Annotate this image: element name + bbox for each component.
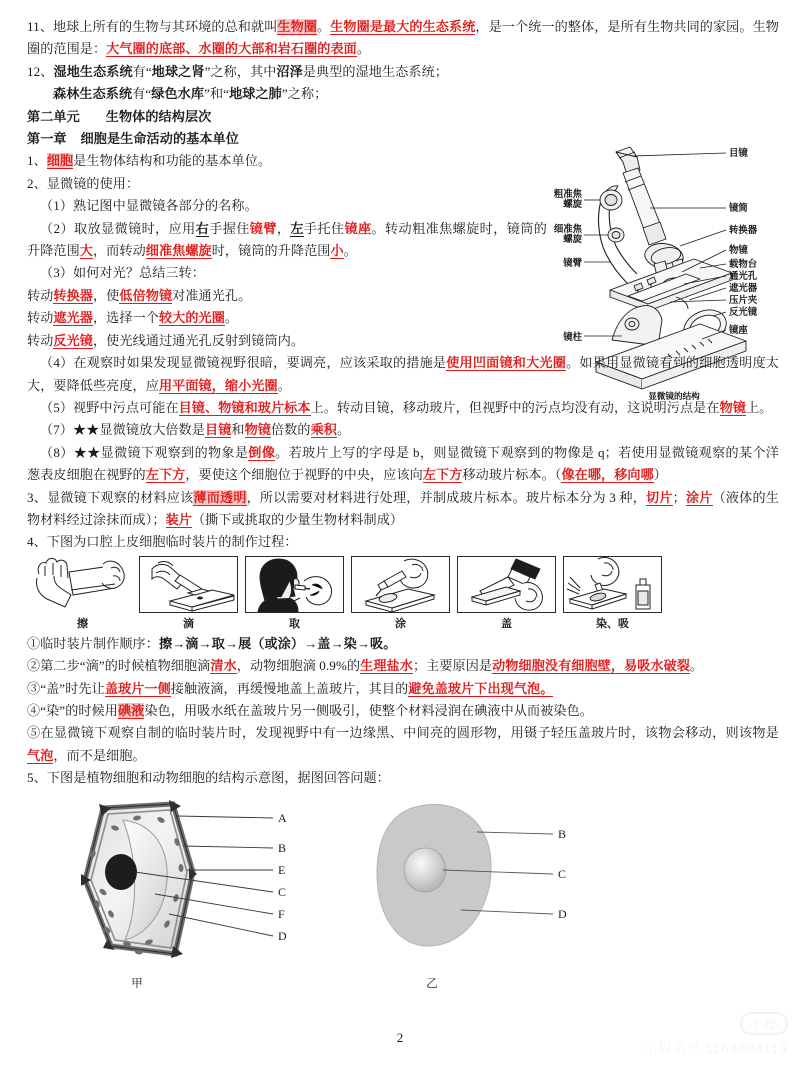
item-5-number: 5、 <box>27 770 47 786</box>
plant-cell-label-1: B <box>278 840 287 855</box>
paragraph-item-2-8 <box>27 442 779 487</box>
item-2-2-u1: 右 <box>195 220 210 236</box>
item-3-hl1: 薄而透明 <box>193 489 247 505</box>
stain-and-absorb-icon <box>563 556 662 613</box>
item-2-4-hl2: 用平面镜，缩小光圈 <box>158 377 278 393</box>
item-3-s1: 显微镜下观察的材料应该 <box>47 489 194 505</box>
item-12-line2-b2: 绿色水库 <box>151 86 205 102</box>
paragraph-item-2-2 <box>27 218 547 263</box>
item-2-5-hl2: 物镜 <box>719 399 746 415</box>
turn-1-hl2: 低倍物镜 <box>119 287 173 303</box>
paragraph-item-2-5 <box>27 397 779 419</box>
microscope-label-left-1a: 细准焦 <box>553 223 582 234</box>
item-2-2-s5: 。转动粗准焦螺旋时，镜筒的升降范围 <box>27 220 547 259</box>
item-2-2-s7: 时，镜筒的升降范围 <box>211 243 331 259</box>
item-2-2-hl3: 大 <box>79 243 93 259</box>
item-12-line2-seg2: ”和“ <box>204 86 230 102</box>
microscope-label-3: 物镜 <box>729 244 748 255</box>
item-4-2-number: ② <box>27 658 41 674</box>
item-2-5-s2: 上。转动目镜，移动玻片，但视野中的污点均没有动，这说明污点是在 <box>310 399 720 415</box>
turn-1-hl1: 转换器 <box>53 287 93 303</box>
item-2-4-s2: 。如果用显微镜看到的细胞透明度太大，要降低些亮度，应 <box>27 355 779 393</box>
item-12-line2-seg1: 有“ <box>132 86 152 102</box>
item-4-2-hl1: 清水 <box>210 658 237 674</box>
turn-3-s2: ，使光线通过通光孔反射到镜筒内。 <box>92 332 305 348</box>
item-4-4-hl1: 碘液 <box>118 702 145 718</box>
item-4-4-s2: 染色，用吸水纸在盖玻片另一侧吸引，使整个材料浸润在碘液中从而被染色。 <box>144 702 593 718</box>
item-1-seg: 是生物体结构和功能的基本单位。 <box>73 153 272 169</box>
item-11-seg1: 地球上所有的生物与其环境的总和就叫 <box>53 19 278 34</box>
item-2-4-number: （4） <box>40 355 74 371</box>
item-2-2-u2: 左 <box>290 220 304 236</box>
item-12-seg1: 有“ <box>132 63 152 79</box>
process-step-0-caption: 擦 <box>77 617 88 630</box>
microscope-label-0: 目镜 <box>729 147 748 158</box>
watermark-badge: 小程 <box>740 1012 788 1035</box>
item-2-2-s6: ，而转动 <box>92 243 146 259</box>
microscope-label-left-0b: 螺旋 <box>563 198 582 209</box>
microscope-label-9: 镜座 <box>729 324 748 335</box>
item-4-1-number: ① <box>27 635 41 651</box>
item-2-8-s1: 显微镜下观察到的物象是 <box>100 444 249 460</box>
process-step-5-caption: 染、吸 <box>596 617 629 630</box>
item-4-5-s1: 在显微镜下观察自制的临时装片时，发现视野中有一边缘黑、中间亮的圆形物，用镊子轻压盖玻片时，该物会移动，则该物是 <box>40 725 779 741</box>
item-2-2-hl5: 小 <box>330 243 344 259</box>
dropper-on-slide-icon <box>139 556 238 613</box>
item-2-7-s3: 倍数的 <box>270 422 311 438</box>
hand-wiping-slide-icon <box>33 556 132 613</box>
turn-1-s2: ，使 <box>92 287 120 303</box>
item-2-8-hl4: 像在哪，移向哪 <box>561 467 654 483</box>
item-4-1-s1: 临时装片制作顺序： <box>40 635 159 651</box>
item-4-number: 4、 <box>27 534 47 550</box>
item-12-b2: 地球之肾 <box>151 63 205 79</box>
paragraph-item-2 <box>27 173 547 195</box>
process-step-1 <box>139 556 238 631</box>
item-3-s3: ； <box>672 489 686 505</box>
process-step-2-caption: 取 <box>289 617 300 630</box>
microscope-label-4: 载物台 <box>729 258 758 269</box>
item-4-3-s1: “盖”时先让 <box>40 680 105 696</box>
paragraph-item-4-4 <box>27 700 779 722</box>
person-scraping-cheek-icon <box>245 556 344 613</box>
item-3-number: 3、 <box>27 489 48 505</box>
item-1-number: 1、 <box>27 153 47 169</box>
item-2-3-seg: 如何对光？总结三转： <box>73 265 205 281</box>
chapter-heading <box>27 128 779 150</box>
item-4-3-hl1: 盖玻片一侧 <box>104 680 171 696</box>
item-2-7-stars: ★★ <box>73 422 100 438</box>
slide-preparation-figure <box>27 556 779 631</box>
item-4-3-hl2: 避免盖玻片下出现气泡。 <box>408 680 554 696</box>
item-11-hl1: 生物圈 <box>277 19 318 34</box>
process-step-5 <box>563 556 662 631</box>
plant-cell-label-0: A <box>278 810 287 825</box>
paragraph-turn-2 <box>27 307 547 329</box>
microscope-label-5: 通光孔 <box>729 270 758 281</box>
item-2-7-hl3: 乘积 <box>310 422 337 438</box>
item-4-2-s2: ，动物细胞滴 0.9%的 <box>236 658 361 674</box>
page-number: 2 <box>396 1030 404 1045</box>
microscope-label-2: 转换器 <box>729 224 758 235</box>
paragraph-item-11 <box>27 16 779 61</box>
item-2-8-number: （8） <box>40 444 74 460</box>
paragraph-item-2-1 <box>27 195 547 217</box>
item-11-hl3: 大气圈的底部、水圈的大部和岩石圈的表面 <box>106 41 357 57</box>
item-4-2-s3: ；主要原因是 <box>412 658 493 674</box>
plant-cell-label-4: F <box>278 906 285 921</box>
process-step-0 <box>33 556 132 631</box>
paragraph-item-2-4 <box>27 352 779 397</box>
plant-cell-label-3: C <box>278 884 287 899</box>
cell-structure-figures <box>27 794 779 989</box>
microscope-label-left-0a: 粗准焦 <box>553 188 582 199</box>
animal-cell-label-1: C <box>558 866 567 881</box>
process-step-3 <box>351 556 450 631</box>
item-2-3-number: （3） <box>40 265 74 281</box>
unit-heading-unit: 第二单元 <box>27 108 80 124</box>
item-2-8-hl1: 倒像 <box>248 444 276 460</box>
microscope-label-8: 反光镜 <box>729 306 758 317</box>
item-2-2-s3: ， <box>276 220 291 236</box>
item-4-4-s1: “染”的时候用 <box>40 702 118 718</box>
item-2-4-hl1: 使用凹面镜和大光圈 <box>446 355 567 371</box>
item-2-8-hl2: 左下方 <box>145 467 186 483</box>
paragraph-item-3 <box>27 487 779 532</box>
paragraph-item-2-3 <box>27 262 547 284</box>
item-2-8-s4: 移动玻片标本。（ <box>462 467 562 483</box>
item-11-seg3: ，是一个统一的整体，是所有生物共同的家园。生物圈的范围是： <box>27 19 779 57</box>
item-3-hl4: 装片 <box>165 511 192 527</box>
item-2-7-s1: 显微镜放大倍数是 <box>99 422 205 438</box>
item-2-8-s5: ） <box>653 467 667 483</box>
microscope-label-left-3: 镜柱 <box>563 331 582 342</box>
item-3-hl2: 切片 <box>646 489 673 505</box>
item-4-5-hl1: 气泡 <box>27 747 54 763</box>
plant-cell-label-5: D <box>278 928 287 943</box>
item-4-2-s4: 。 <box>690 658 704 674</box>
item-2-2-s1: 取放显微镜时，应用 <box>74 220 196 236</box>
process-step-4-caption: 盖 <box>501 617 512 630</box>
paragraph-turn-1 <box>27 285 547 307</box>
animal-cell-diagram <box>357 794 607 991</box>
process-step-4 <box>457 556 556 631</box>
paragraph-item-4-2 <box>27 655 779 677</box>
item-12-seg2: ”之称，其中 <box>204 63 277 79</box>
turn-3-hl1: 反光镜 <box>53 332 93 348</box>
paragraph-item-4-5 <box>27 722 779 767</box>
item-2-7-s4: 。 <box>336 422 351 438</box>
smear-on-slide-icon <box>351 556 450 613</box>
item-2-8-hl3: 左下方 <box>422 467 463 483</box>
item-2-seg: 显微镜的使用： <box>46 175 140 191</box>
item-2-1-seg: 熟记图中显微镜各部分的名称。 <box>73 198 258 214</box>
item-2-2-hl2: 镜座 <box>344 220 372 236</box>
item-12-line2-seg3: ”之称； <box>281 86 328 102</box>
process-step-2 <box>245 556 344 631</box>
item-2-8-stars: ★★ <box>73 444 101 460</box>
item-3-hl3: 涂片 <box>685 489 713 505</box>
item-2-2-s8: 。 <box>343 243 357 259</box>
paragraph-item-5 <box>27 767 779 789</box>
process-step-3-caption: 涂 <box>395 617 406 630</box>
item-4-4-number: ④ <box>27 702 41 718</box>
watermark-text: 小程书号 1163804119 <box>644 1041 788 1056</box>
item-4-3-s2: 接触液滴，再缓慢地盖上盖玻片，其目的 <box>170 680 409 696</box>
paragraph-item-1 <box>27 150 547 172</box>
item-2-4-s1: 在观察时如果发现显微镜视野很暗，要调亮，应该采取的措施是 <box>73 355 447 371</box>
item-12-b3: 沼泽 <box>276 63 303 79</box>
unit-heading <box>27 106 779 128</box>
microscope-label-7: 压片夹 <box>729 294 758 305</box>
item-11-hl2: 生物圈是最大的生态系统 <box>330 19 476 34</box>
item-2-2-s2: 手握住 <box>209 220 250 236</box>
turn-2-s3: 。 <box>224 310 239 326</box>
paragraph-item-4-3 <box>27 678 779 700</box>
item-12-line2-b3: 地球之肺 <box>229 86 282 102</box>
item-3-s5: （撕下或挑取的少量生物材料制成） <box>191 511 404 527</box>
paragraph-item-12-line2 <box>27 83 779 105</box>
microscope-figure-caption: 显微镜的结构 <box>648 391 700 401</box>
item-4-5-s2: ，而不是细胞。 <box>53 747 146 763</box>
item-2-7-hl1: 目镜 <box>205 422 232 438</box>
item-5-seg: 下图是植物细胞和动物细胞的结构示意图，据图回答问题： <box>46 770 390 786</box>
chapter-heading-chapter: 第一章 <box>27 131 67 147</box>
item-4-5-number: ⑤ <box>27 725 41 741</box>
left-text-column <box>27 150 547 352</box>
turn-2-s1: 转动 <box>27 310 54 326</box>
paragraph-item-12 <box>27 61 779 83</box>
item-4-1-b1: 擦→滴→取→展（或涂）→盖→染→吸。 <box>158 635 397 651</box>
paragraph-turn-3 <box>27 330 547 352</box>
microscope-label-1: 镜筒 <box>729 202 748 213</box>
item-2-5-s1: 视野中污点可能在 <box>73 399 179 415</box>
item-12-line2-b1: 森林生态系统 <box>53 86 133 102</box>
microscope-label-6: 遮光器 <box>729 282 758 293</box>
turn-1-s3: 对准通光孔。 <box>172 287 252 303</box>
plant-cell-label-2: E <box>278 862 286 877</box>
paragraph-item-2-7 <box>27 419 779 441</box>
process-step-1-caption: 滴 <box>183 617 194 630</box>
item-11-seg2: 。 <box>317 19 331 34</box>
item-11-seg4: 。 <box>356 41 371 57</box>
turn-2-s2: ，选择一个 <box>92 310 159 326</box>
item-2-8-s3: ，要使这个细胞位于视野的中央，应该向 <box>185 467 423 483</box>
turn-2-hl1: 遮光器 <box>53 310 93 326</box>
item-2-7-hl2: 物镜 <box>244 422 271 438</box>
animal-cell-caption: 乙 <box>426 977 438 990</box>
animal-cell-label-2: D <box>558 906 567 921</box>
item-2-4-s3: 。 <box>277 377 291 393</box>
item-4-seg: 下图为口腔上皮细胞临时装片的制作过程： <box>46 534 298 550</box>
item-1-hl: 细胞 <box>46 153 74 169</box>
item-11-number: 11、 <box>27 19 54 34</box>
item-2-5-s3: 上。 <box>745 399 773 415</box>
item-2-2-hl1: 镜臂 <box>249 220 277 236</box>
coverslip-placement-icon <box>457 556 556 613</box>
plant-cell-caption: 甲 <box>131 977 143 990</box>
item-2-5-hl1: 目镜、物镜和玻片标本 <box>178 399 311 415</box>
item-12-number: 12、 <box>27 63 54 79</box>
item-2-2-s4: 手托住 <box>303 220 345 236</box>
document-body <box>27 16 779 989</box>
item-2-number: 2、 <box>27 175 47 191</box>
unit-heading-title: 生物体的结构层次 <box>105 108 212 124</box>
item-4-2-hl2: 生理盐水 <box>360 658 413 674</box>
item-4-3-number: ③ <box>27 680 41 696</box>
plant-cell-diagram <box>77 794 327 991</box>
item-2-2-hl4: 细准焦螺旋 <box>145 243 212 259</box>
microscope-label-left-1b: 螺旋 <box>563 233 582 244</box>
microscope-label-left-2: 镜臂 <box>563 257 582 268</box>
item-4-2-s1: 第二步“滴”的时候植物细胞滴 <box>40 658 211 674</box>
turn-3-s1: 转动 <box>27 332 54 348</box>
item-2-2-number: （2） <box>40 220 75 236</box>
item-2-8-s2: 。若玻片上写的字母是 b，则显微镜下观察到的物像是 q；若使用显微镜观察的某个洋葱表皮细胞在视野的 <box>27 444 779 483</box>
item-3-s4: （液体的生物材料经过涂抹而成）； <box>27 489 779 527</box>
item-2-5-number: （5） <box>40 399 74 415</box>
item-2-7-number: （7） <box>40 422 74 438</box>
item-3-s2: ，所以需要对材料进行处理，并制成玻片标本。玻片标本分为 3 种， <box>246 489 647 505</box>
item-2-1-number: （1） <box>40 198 74 214</box>
item-12-b1: 湿地生态系统 <box>53 63 133 79</box>
item-12-seg3: 是典型的湿地生态系统； <box>302 63 448 79</box>
paragraph-item-4 <box>27 531 779 553</box>
turn-1-s1: 转动 <box>27 287 54 303</box>
paragraph-item-4-1 <box>27 633 779 655</box>
animal-cell-label-0: B <box>558 826 567 841</box>
item-2-7-s2: 和 <box>231 422 245 438</box>
item-4-2-hl3: 动物细胞没有细胞壁，易吸水破裂 <box>492 658 691 674</box>
chapter-heading-title: 细胞是生命活动的基本单位 <box>80 131 239 147</box>
turn-2-hl2: 较大的光圈 <box>158 310 225 326</box>
